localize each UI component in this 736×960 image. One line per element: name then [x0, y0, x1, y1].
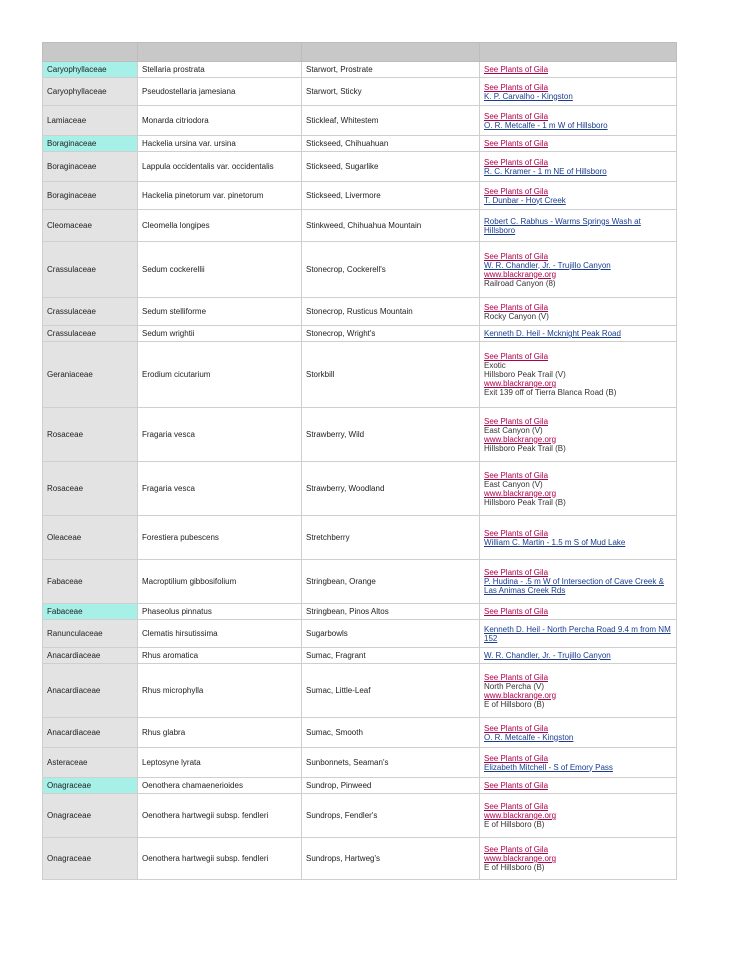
table-row	[43, 182, 677, 210]
common-name-cell: Sugarbowls	[302, 620, 480, 648]
references-cell	[480, 78, 677, 106]
reference-link[interactable]: See Plants of Gila	[484, 186, 549, 196]
reference-link[interactable]: www.blackrange.org	[484, 434, 557, 444]
collector-link[interactable]: R. C. Kramer - 1 m NE of Hillsboro	[484, 166, 607, 176]
reference-note: E of Hillsboro (B)	[484, 820, 545, 829]
references-cell	[480, 560, 677, 604]
family-cell: Anacardiaceae	[43, 648, 138, 664]
scientific-name-cell: Sedum cockerellii	[138, 242, 302, 298]
family-cell: Cleomaceae	[43, 210, 138, 242]
table-row	[43, 326, 677, 342]
reference-link[interactable]: See Plants of Gila	[484, 111, 549, 121]
scientific-name-cell: Erodium cicutarium	[138, 342, 302, 408]
references-cell	[480, 748, 677, 778]
reference-link[interactable]: www.blackrange.org	[484, 690, 557, 700]
scientific-name-cell: Oenothera hartwegii subsp. fendleri	[138, 794, 302, 838]
table-row	[43, 560, 677, 604]
common-name-cell: Stinkweed, Chihuahua Mountain	[302, 210, 480, 242]
table-row	[43, 462, 677, 516]
table-row	[43, 620, 677, 648]
common-name-cell: Sundrops, Fendler's	[302, 794, 480, 838]
reference-note: Hillsboro Peak Trail (B)	[484, 443, 566, 453]
table-row	[43, 62, 677, 78]
common-name-cell: Sundrops, Hartweg's	[302, 838, 480, 880]
collector-link[interactable]: O. R. Metcalfe - 1 m W of Hillsboro	[484, 120, 608, 130]
references-cell	[480, 408, 677, 462]
table-row	[43, 210, 677, 242]
references-cell	[480, 620, 677, 648]
family-cell: Oleaceae	[43, 516, 138, 560]
header-cell-references	[480, 43, 677, 62]
scientific-name-cell: Pseudostellaria jamesiana	[138, 78, 302, 106]
scientific-name-cell: Hackelia pinetorum var. pinetorum	[138, 182, 302, 210]
scientific-name-cell: Hackelia ursina var. ursina	[138, 136, 302, 152]
common-name-cell: Storkbill	[302, 342, 480, 408]
reference-link[interactable]: See Plants of Gila	[484, 157, 549, 167]
reference-link[interactable]: See Plants of Gila	[484, 82, 549, 92]
collector-link[interactable]: William C. Martin - 1.5 m S of Mud Lake	[484, 537, 626, 547]
references-cell	[480, 462, 677, 516]
references-cell	[480, 182, 677, 210]
reference-link[interactable]: See Plants of Gila	[484, 302, 549, 312]
scientific-name-cell: Leptosyne lyrata	[138, 748, 302, 778]
reference-link[interactable]: See Plants of Gila	[484, 352, 549, 361]
reference-link[interactable]: www.blackrange.org	[484, 269, 557, 279]
scientific-name-cell: Sedum wrightii	[138, 326, 302, 342]
table-row	[43, 298, 677, 326]
collector-link[interactable]: O. R. Metcalfe - Kingston	[484, 732, 574, 742]
table-row	[43, 136, 677, 152]
scientific-name-cell: Rhus aromatica	[138, 648, 302, 664]
family-cell: Crassulaceae	[43, 298, 138, 326]
collector-link[interactable]: P. Hudina - .5 m W of Intersection of Cave Creek & Las Animas Creek Rds	[484, 577, 664, 595]
references-cell	[480, 794, 677, 838]
collector-link[interactable]: W. R. Chandler, Jr. - Trujillo Canyon	[484, 651, 611, 660]
common-name-cell: Sundrop, Pinweed	[302, 778, 480, 794]
reference-link[interactable]: See Plants of Gila	[484, 672, 549, 682]
reference-link[interactable]: See Plants of Gila	[484, 845, 549, 854]
collector-link[interactable]: Elizabeth Mitchell - S of Emory Pass	[484, 762, 613, 772]
family-cell: Onagraceae	[43, 778, 138, 794]
collector-link[interactable]: W. R. Chandler, Jr. - Trujillo Canyon	[484, 260, 611, 270]
reference-note: Hillsboro Peak Trail (V)	[484, 370, 566, 379]
references-cell	[480, 778, 677, 794]
reference-note: East Canyon (V)	[484, 479, 543, 489]
scientific-name-cell: Clematis hirsutissima	[138, 620, 302, 648]
common-name-cell: Stonecrop, Cockerell's	[302, 242, 480, 298]
reference-link[interactable]: See Plants of Gila	[484, 781, 549, 790]
family-cell: Onagraceae	[43, 794, 138, 838]
reference-link[interactable]: www.blackrange.org	[484, 488, 557, 498]
collector-link[interactable]: K. P. Carvalho - Kingston	[484, 91, 573, 101]
references-cell	[480, 242, 677, 298]
table-row	[43, 516, 677, 560]
references-cell	[480, 342, 677, 408]
references-cell	[480, 210, 677, 242]
scientific-name-cell: Forestiera pubescens	[138, 516, 302, 560]
table-row	[43, 718, 677, 748]
references-cell	[480, 62, 677, 78]
reference-link[interactable]: www.blackrange.org	[484, 854, 557, 863]
reference-link[interactable]: See Plants of Gila	[484, 568, 549, 577]
references-cell	[480, 136, 677, 152]
reference-link[interactable]: See Plants of Gila	[484, 470, 549, 480]
references-cell	[480, 664, 677, 718]
reference-link[interactable]: See Plants of Gila	[484, 802, 549, 811]
scientific-name-cell: Rhus glabra	[138, 718, 302, 748]
family-cell: Fabaceae	[43, 604, 138, 620]
reference-note: Rocky Canyon (V)	[484, 311, 549, 321]
table-row	[43, 408, 677, 462]
references-cell	[480, 152, 677, 182]
common-name-cell: Stonecrop, Wright's	[302, 326, 480, 342]
table-row	[43, 838, 677, 880]
table-row	[43, 778, 677, 794]
common-name-cell: Stickleaf, Whitestem	[302, 106, 480, 136]
family-cell: Lamiaceae	[43, 106, 138, 136]
table-row	[43, 106, 677, 136]
collector-link[interactable]: Kenneth D. Heil - North Percha Road 9.4 m from NM 152	[484, 624, 671, 643]
common-name-cell: Stonecrop, Rusticus Mountain	[302, 298, 480, 326]
reference-note: Railroad Canyon (8)	[484, 278, 556, 288]
scientific-name-cell: Fragaria vesca	[138, 462, 302, 516]
common-name-cell: Strawberry, Wild	[302, 408, 480, 462]
plant-table	[42, 42, 677, 880]
table-row	[43, 794, 677, 838]
family-cell: Boraginaceae	[43, 136, 138, 152]
references-cell	[480, 106, 677, 136]
references-cell	[480, 648, 677, 664]
family-cell: Rosaceae	[43, 408, 138, 462]
family-cell: Onagraceae	[43, 838, 138, 880]
references-cell	[480, 516, 677, 560]
family-cell: Crassulaceae	[43, 326, 138, 342]
scientific-name-cell: Oenothera chamaenerioides	[138, 778, 302, 794]
references-cell	[480, 718, 677, 748]
table-row	[43, 664, 677, 718]
table-row	[43, 242, 677, 298]
family-cell: Anacardiaceae	[43, 664, 138, 718]
reference-link[interactable]: See Plants of Gila	[484, 723, 549, 733]
common-name-cell: Stretchberry	[302, 516, 480, 560]
collector-link[interactable]: Kenneth D. Heil - Mcknight Peak Road	[484, 329, 621, 338]
family-cell: Asteraceae	[43, 748, 138, 778]
table-row	[43, 342, 677, 408]
common-name-cell: Stickseed, Livermore	[302, 182, 480, 210]
common-name-cell: Stickseed, Sugarlike	[302, 152, 480, 182]
reference-link[interactable]: See Plants of Gila	[484, 251, 549, 261]
common-name-cell: Starwort, Prostrate	[302, 62, 480, 78]
reference-note: East Canyon (V)	[484, 425, 543, 435]
scientific-name-cell: Macroptilium gibbosifolium	[138, 560, 302, 604]
scientific-name-cell: Rhus microphylla	[138, 664, 302, 718]
reference-note: E of Hillsboro (B)	[484, 863, 545, 872]
reference-note: Hillsboro Peak Trail (B)	[484, 497, 566, 507]
table-header-bar	[43, 43, 677, 62]
common-name-cell: Sumac, Fragrant	[302, 648, 480, 664]
family-cell: Ranunculaceae	[43, 620, 138, 648]
reference-link[interactable]: See Plants of Gila	[484, 65, 549, 74]
common-name-cell: Sumac, Smooth	[302, 718, 480, 748]
table-body	[43, 62, 677, 880]
reference-link[interactable]: See Plants of Gila	[484, 753, 549, 763]
scientific-name-cell: Oenothera hartwegii subsp. fendleri	[138, 838, 302, 880]
table-row	[43, 78, 677, 106]
family-cell: Boraginaceae	[43, 182, 138, 210]
reference-note: E of Hillsboro (B)	[484, 699, 545, 709]
reference-link[interactable]: See Plants of Gila	[484, 528, 549, 538]
reference-link[interactable]: www.blackrange.org	[484, 379, 557, 388]
collector-link[interactable]: Robert C. Rabhus - Warms Springs Wash at Hillsboro	[484, 216, 641, 235]
table-row	[43, 152, 677, 182]
scientific-name-cell: Phaseolus pinnatus	[138, 604, 302, 620]
references-cell	[480, 838, 677, 880]
references-cell	[480, 298, 677, 326]
reference-note: Exotic	[484, 361, 506, 370]
table-row	[43, 648, 677, 664]
scientific-name-cell: Stellaria prostrata	[138, 62, 302, 78]
family-cell: Crassulaceae	[43, 242, 138, 298]
reference-link[interactable]: See Plants of Gila	[484, 607, 549, 616]
scientific-name-cell: Fragaria vesca	[138, 408, 302, 462]
table-row	[43, 604, 677, 620]
scientific-name-cell: Lappula occidentalis var. occidentalis	[138, 152, 302, 182]
family-cell: Caryophyllaceae	[43, 62, 138, 78]
plant-list-sheet	[42, 42, 676, 880]
family-cell: Fabaceae	[43, 560, 138, 604]
family-cell: Caryophyllaceae	[43, 78, 138, 106]
header-cell-scientific	[138, 43, 302, 62]
common-name-cell: Starwort, Sticky	[302, 78, 480, 106]
header-cell-common	[302, 43, 480, 62]
family-cell: Anacardiaceae	[43, 718, 138, 748]
reference-note: North Percha (V)	[484, 681, 545, 691]
collector-link[interactable]: T. Dunbar - Hoyt Creek	[484, 195, 566, 205]
reference-link[interactable]: See Plants of Gila	[484, 139, 549, 148]
reference-link[interactable]: See Plants of Gila	[484, 416, 549, 426]
common-name-cell: Stringbean, Orange	[302, 560, 480, 604]
reference-note: Exit 139 off of Tierra Blanca Road (B)	[484, 388, 617, 397]
header-cell-family	[43, 43, 138, 62]
table-row	[43, 748, 677, 778]
references-cell	[480, 604, 677, 620]
scientific-name-cell: Sedum stelliforme	[138, 298, 302, 326]
common-name-cell: Strawberry, Woodland	[302, 462, 480, 516]
scientific-name-cell: Monarda citriodora	[138, 106, 302, 136]
common-name-cell: Sunbonnets, Seaman's	[302, 748, 480, 778]
family-cell: Boraginaceae	[43, 152, 138, 182]
common-name-cell: Sumac, Little-Leaf	[302, 664, 480, 718]
family-cell: Geraniaceae	[43, 342, 138, 408]
reference-link[interactable]: www.blackrange.org	[484, 811, 557, 820]
common-name-cell: Stringbean, Pinos Altos	[302, 604, 480, 620]
references-cell	[480, 326, 677, 342]
common-name-cell: Stickseed, Chihuahuan	[302, 136, 480, 152]
scientific-name-cell: Cleomella longipes	[138, 210, 302, 242]
family-cell: Rosaceae	[43, 462, 138, 516]
